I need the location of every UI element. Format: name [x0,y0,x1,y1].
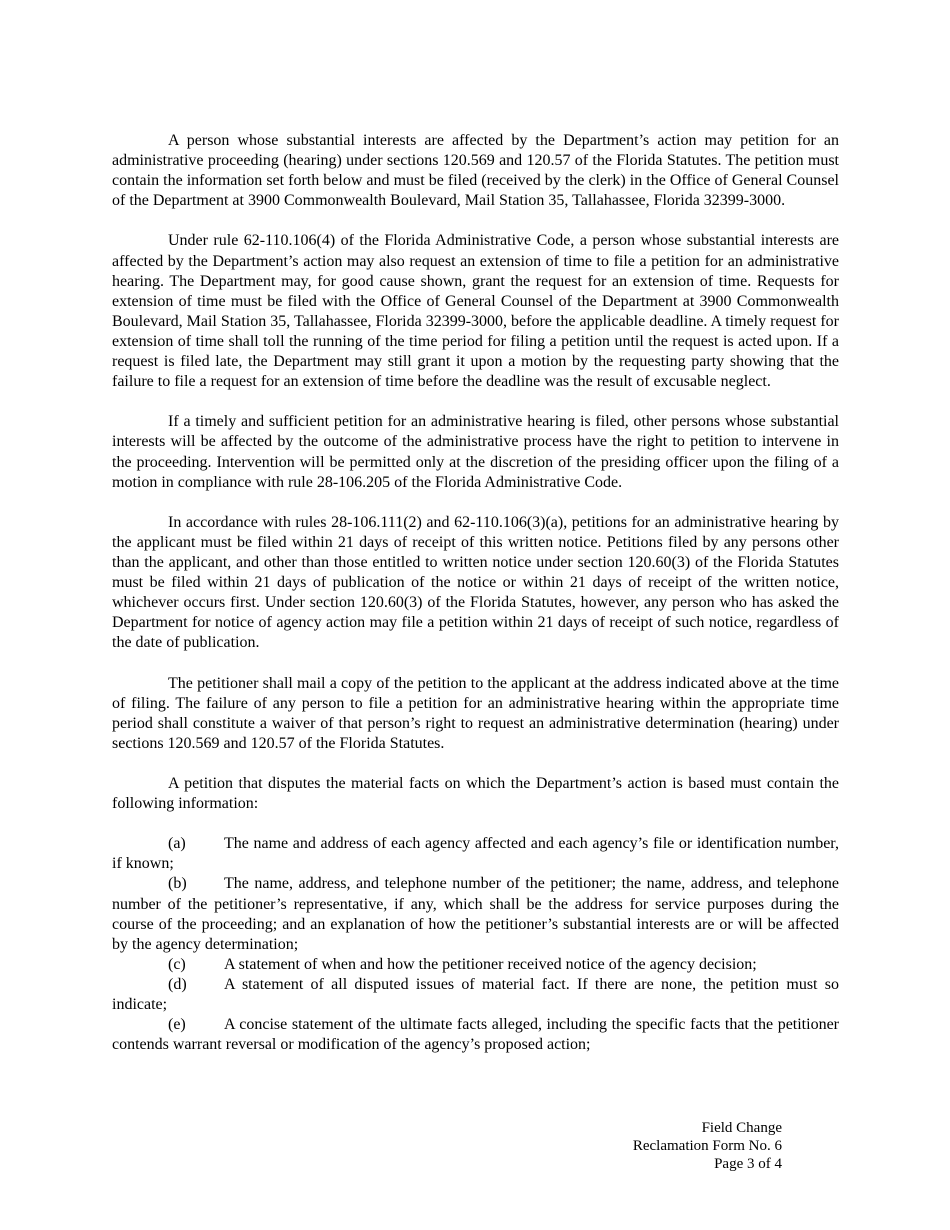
list-item-text: A statement of when and how the petitioner received notice of the agency decision; [224,955,757,973]
list-item-label: (a) [168,835,186,853]
petition-requirements-list [112,834,839,1055]
footer-form-type: Field Change [701,1120,782,1136]
list-item-label: (e) [168,1016,186,1034]
list-item [112,874,839,954]
paragraph-petition-rights: A person whose substantial interests are affected by the Department’s action may petition for an administrative proceeding (hearing) under sections 120.569 and 120.57 of the Florida Statutes. The petition must contain the information set forth below and must be filed (received by the clerk) in the Office of General Counsel of the Department at 3900 Commonwealth Boulevard, Mail Station 35, Tallahassee, Florida 32399-3000. [112,132,839,210]
list-item-text: A statement of all disputed issues of material fact. If there are none, the petition must so indicate; [112,975,839,1014]
list-item-label: (c) [168,955,186,973]
list-item-text: The name and address of each agency affected and each agency’s file or identification number, if known; [112,835,839,873]
footer-form-number: Reclamation Form No. 6 [632,1138,782,1154]
list-item [112,1015,839,1055]
list-item [112,975,839,1015]
list-item-label: (d) [168,975,187,993]
paragraph-petition-contents-intro: A petition that disputes the material facts on which the Department’s action is based must contain the following information: [112,775,839,813]
page-footer [633,1119,782,1173]
list-item-text: A concise statement of the ultimate facts alleged, including the specific facts that the petitioner contends warrant reversal or modification of the agency’s proposed action; [112,1016,839,1054]
paragraph-mailing-waiver: The petitioner shall mail a copy of the petition to the applicant at the address indicated above at the time of filing. The failure of any person to file a petition for an administrative hearing within the appropriate time period shall constitute a waiver of that person’s right to request an administrative determination (hearing) under sections 120.569 and 120.57 of the Florida Statutes. [112,674,839,752]
list-item [112,955,839,975]
paragraph-extension-of-time: Under rule 62-110.106(4) of the Florida Administrative Code, a person whose substantial interests are affected by the Department’s action may also request an extension of time to file a petition for an administrative hearing. The Department may, for good cause shown, grant the request for an extension of time. Requests for extension of time must be filed with the Office of General Counsel of the Department at 3900 Commonwealth Boulevard, Mail Station 35, Tallahassee, Florida 32399-3000, before the applicable deadline. A timely request for extension of time shall toll the running of the time period for filing a petition until the request is acted upon. If a request is filed late, the Department may still grant it upon a motion by the requesting party showing that the failure to file a request for an extension of time before the deadline was the result of excusable neglect. [112,232,839,391]
list-item-text: The name, address, and telephone number of the petitioner; the name, address, and telephone number of the petitioner’s representative, if any, which shall be the address for service purposes during the course of the proceeding; and an explanation of how the petitioner’s substantial interests are or will be affected by the agency determination; [112,875,839,953]
list-item-label: (b) [168,875,187,893]
paragraph-filing-deadlines: In accordance with rules 28-106.111(2) and 62-110.106(3)(a), petitions for an administrative hearing by the applicant must be filed within 21 days of receipt of this written notice. Petitions filed by any persons other than the applicant, and other than those entitled to written notice under section 120.60(3) of the Florida Statutes must be filed within 21 days of publication of the notice or within 21 days of receipt of the written notice, whichever occurs first. Under section 120.60(3) of the Florida Statutes, however, any person who has asked the Department for notice of agency action may file a petition within 21 days of receipt of such notice, regardless of the date of publication. [112,513,839,652]
list-item [112,834,839,874]
footer-page-number: Page 3 of 4 [714,1156,782,1172]
paragraph-intervention: If a timely and sufficient petition for an administrative hearing is filed, other persons whose substantial interests will be affected by the outcome of the administrative process have the right to petition to intervene in the proceeding. Intervention will be permitted only at the discretion of the presiding officer upon the filing of a motion in compliance with rule 28-106.205 of the Florida Administrative Code. [112,413,839,491]
document-body [112,131,839,1055]
